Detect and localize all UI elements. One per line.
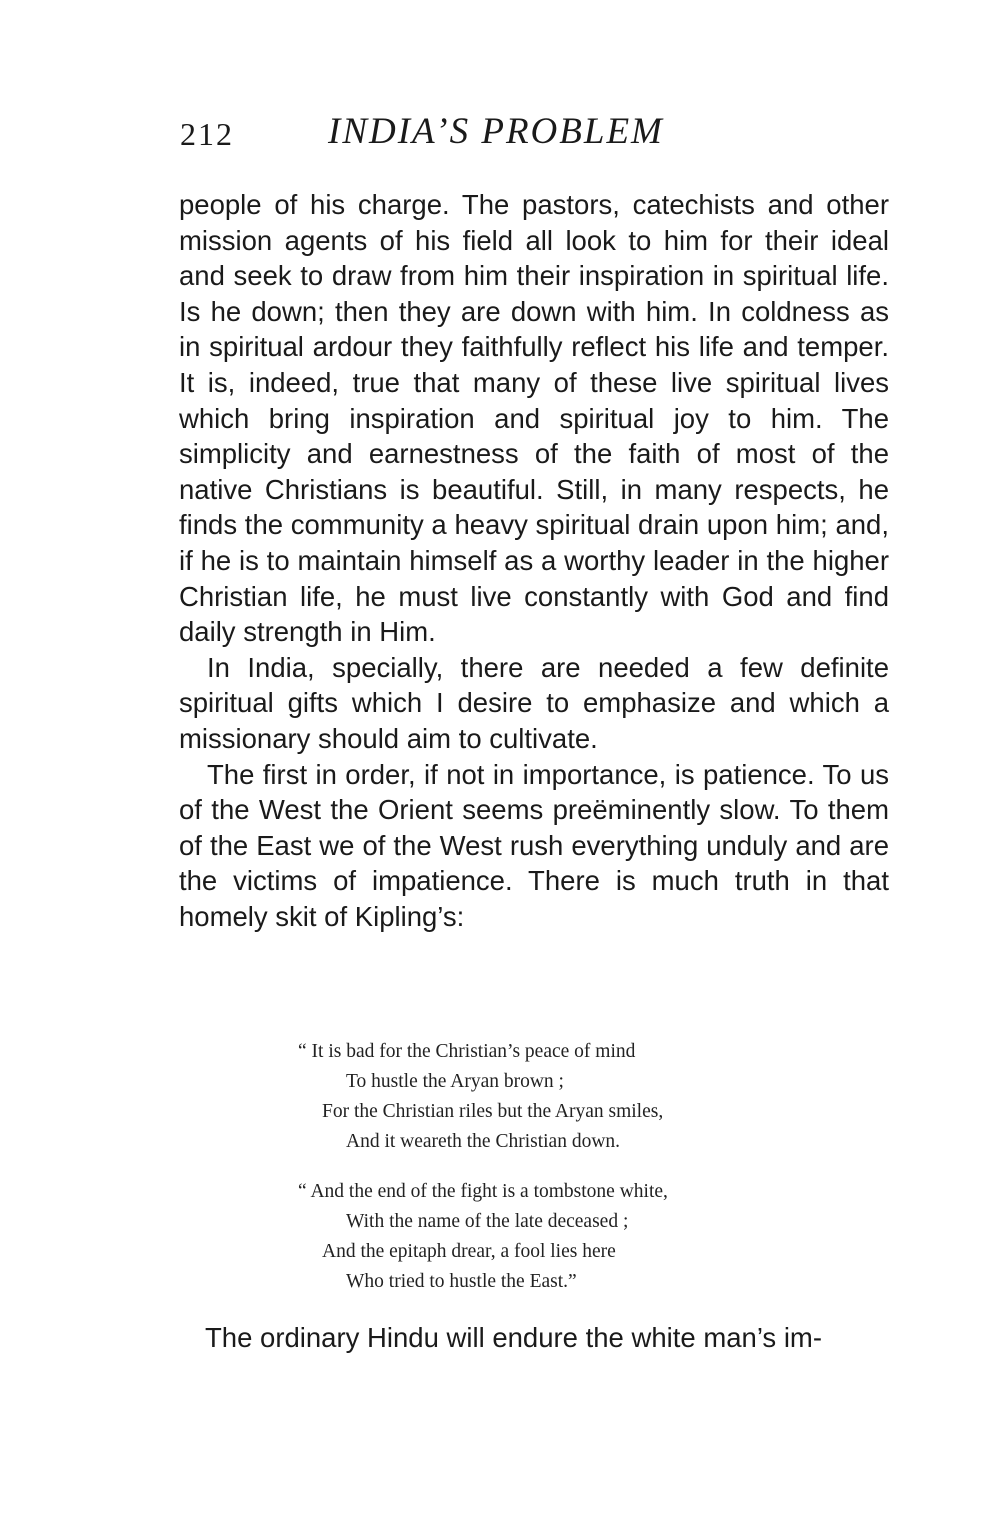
body-text	[179, 187, 889, 934]
poem-line: To hustle the Aryan brown ;	[346, 1071, 564, 1092]
paragraph-patience: The first in order, if not in importance, is patience. To us of the West the Orient seems preëminently slow. To them of the East we of the West rush everything unduly and are the victims of impatience. There is much truth in that homely skit of Kipling’s:	[179, 758, 889, 932]
poem-line: And it weareth the Christian down.	[346, 1131, 621, 1152]
poem-line: “ And the end of the fight is a tombstone white,	[298, 1181, 668, 1202]
poem-line: For the Christian riles but the Aryan smiles,	[322, 1101, 664, 1122]
running-title: INDIA’S PROBLEM	[328, 111, 664, 152]
poem-line: And the epitaph drear, a fool lies here	[322, 1241, 616, 1262]
poem-line: “ It is bad for the Christian’s peace of mind	[298, 1041, 636, 1062]
poem-line: With the name of the late deceased ;	[346, 1211, 629, 1232]
running-head	[180, 110, 800, 160]
poem-stanza-1	[298, 1037, 858, 1157]
paragraph-continued: people of his charge. The pastors, catechists and other mission agents of his field all look to him for their ideal and seek to draw from him their inspiration in spiritual life. Is he down; then they are down with him. In coldness as in spiritual ardour they faithfully reflect his life and temper. It is, indeed, true that many of these live spiritual lives which bring inspiration and spiritual joy to him. The simplicity and earnestness of the faith of most of the native Christians is beautiful. Still, in many respects, he finds the community a heavy spiritual drain upon him; and, if he is to maintain himself as a worthy leader in the higher Christian life, he must live constantly with God and find daily strength in Him.	[179, 189, 889, 648]
page-number: 212	[180, 116, 234, 152]
paragraph-spiritual-gifts: In India, specially, there are needed a few definite spiritual gifts which I desire to emphasize and which a missionary should aim to cultivate.	[179, 651, 889, 754]
poem-line: Who tried to hustle the East.”	[346, 1271, 577, 1292]
paragraph-continuation: The ordinary Hindu will endure the white man’s im-	[205, 1322, 822, 1353]
poem-stanza-2	[298, 1177, 858, 1297]
